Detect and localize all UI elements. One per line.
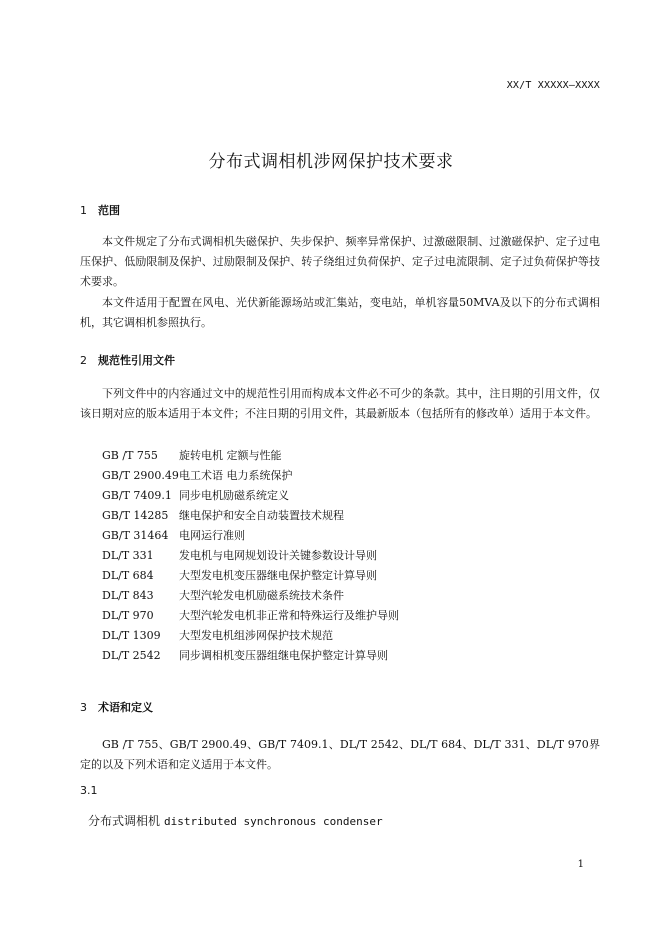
reference-code: DL/T 1309	[102, 629, 161, 642]
reference-title: 旋转电机 定额与性能	[179, 449, 282, 462]
reference-code: DL/T 843	[102, 589, 154, 602]
reference-title: 大型汽轮发电机励磁系统技术条件	[179, 589, 344, 602]
reference-code: GB/T 7409.1	[102, 489, 172, 502]
reference-item	[102, 626, 399, 646]
section-title: 规范性引用文件	[98, 354, 175, 367]
document-title: 分布式调相机涉网保护技术要求	[208, 152, 454, 172]
term-chinese: 分布式调相机	[88, 814, 161, 828]
term-entry	[88, 812, 383, 829]
reference-code: DL/T 331	[102, 549, 154, 562]
section-heading-terms	[80, 699, 153, 715]
reference-title: 电工术语 电力系统保护	[179, 469, 293, 482]
reference-list	[102, 446, 399, 666]
section-title: 术语和定义	[98, 701, 153, 714]
term-english: distributed synchronous condenser	[164, 815, 383, 828]
scope-paragraph-1: 本文件规定了分布式调相机失磁保护、失步保护、频率异常保护、过激磁限制、过激磁保护、定子过电压保护、低励限制及保护、过励限制及保护、转子绕组过负荷保护、定子过电流限制、定子过负荷保护等技术要求。	[80, 235, 600, 288]
scope-paragraph-2: 本文件适用于配置在风电、光伏新能源场站或汇集站，变电站，单机容量50MVA及以下的分布式调相机，其它调相机参照执行。	[80, 296, 600, 329]
reference-code: GB/T 14285	[102, 509, 169, 522]
reference-code: GB/T 31464	[102, 529, 169, 542]
reference-code: GB/T 2900.49	[102, 469, 179, 482]
reference-item	[102, 566, 399, 586]
reference-item	[102, 526, 399, 546]
section-number: 1	[80, 204, 87, 217]
term-entry-number: 3.1	[80, 784, 98, 797]
section-number: 2	[80, 354, 87, 367]
section-heading-scope	[80, 202, 120, 218]
reference-item	[102, 466, 399, 486]
terms-intro-paragraph: GB /T 755、GB/T 2900.49、GB/T 7409.1、DL/T 2542、DL/T 684、DL/T 331、DL/T 970界定的以及下列术语和定义适用于本文件。	[80, 738, 600, 771]
reference-item	[102, 446, 399, 466]
reference-title: 大型发电机组涉网保护技术规范	[179, 629, 333, 642]
section-title: 范围	[98, 204, 120, 217]
document-code-header: XX/T XXXXX—XXXX	[506, 80, 600, 91]
reference-title: 电网运行准则	[179, 529, 245, 542]
reference-code: GB /T 755	[102, 449, 158, 462]
reference-item	[102, 506, 399, 526]
reference-item	[102, 606, 399, 626]
reference-code: DL/T 2542	[102, 649, 161, 662]
reference-title: 大型发电机变压器继电保护整定计算导则	[179, 569, 377, 582]
page-number: 1	[577, 859, 584, 870]
reference-item	[102, 486, 399, 506]
reference-title: 大型汽轮发电机非正常和特殊运行及维护导则	[179, 609, 399, 622]
reference-title: 同步电机励磁系统定义	[179, 489, 289, 502]
reference-item	[102, 546, 399, 566]
reference-title: 同步调相机变压器组继电保护整定计算导则	[179, 649, 388, 662]
reference-title: 继电保护和安全自动装置技术规程	[179, 509, 344, 522]
normative-intro-paragraph: 下列文件中的内容通过文中的规范性引用而构成本文件必不可少的条款。其中，注日期的引用文件，仅该日期对应的版本适用于本文件；不注日期的引用文件，其最新版本（包括所有的修改单）适用于本文件。	[80, 387, 600, 420]
reference-code: DL/T 970	[102, 609, 154, 622]
reference-item	[102, 646, 399, 666]
reference-code: DL/T 684	[102, 569, 154, 582]
section-heading-normative	[80, 352, 175, 368]
reference-item	[102, 586, 399, 606]
section-number: 3	[80, 701, 87, 714]
reference-title: 发电机与电网规划设计关键参数设计导则	[179, 549, 377, 562]
